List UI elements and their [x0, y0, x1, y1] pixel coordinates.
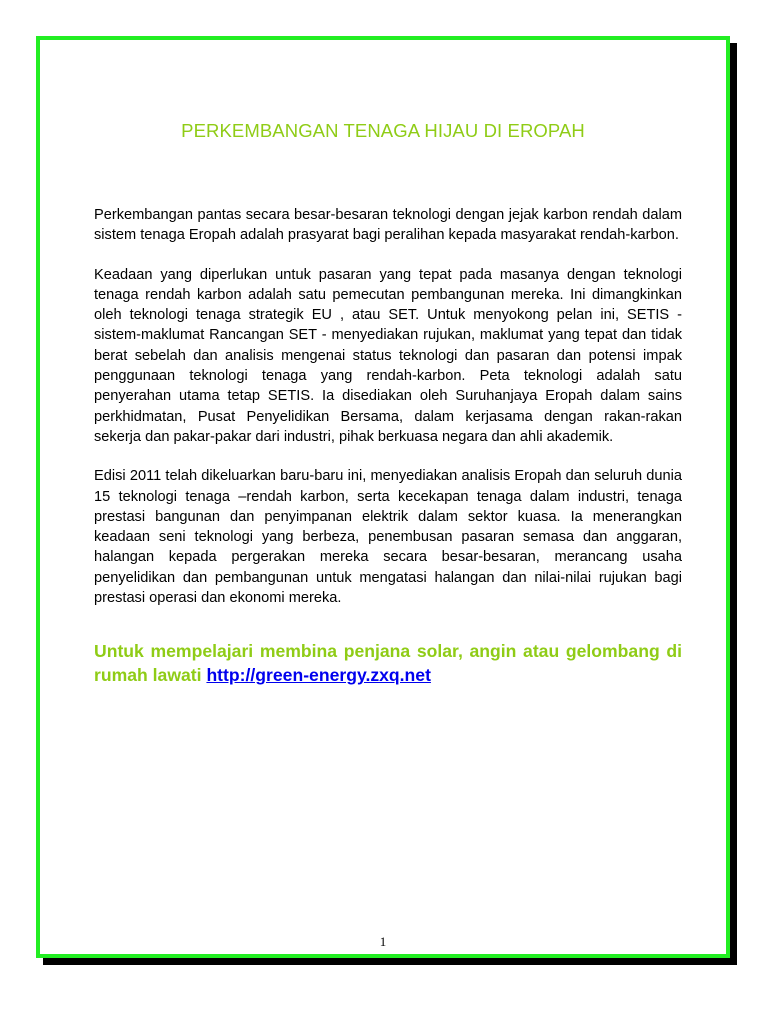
green-energy-link[interactable]: http://green-energy.zxq.net — [206, 665, 431, 686]
paragraph-setis: Keadaan yang diperlukan untuk pasaran yang tepat pada masanya dengan teknologi tenaga rendah karbon adalah satu pemecutan pembangunan mereka. Ini dimangkinkan oleh teknologi tenaga strategik EU , atau SET. Untuk menyokong pelan ini, SETIS - sistem-maklumat Rancangan SET - menyediakan rujukan, maklumat yang tepat dan tidak berat sebelah dan analisis mengenai status teknologi dan pasaran dan potensi impak penggunaan teknologi tenaga yang rendah-karbon. Peta teknologi adalah satu penyerahan utama tetap SETIS. Ia disediakan oleh Suruhanjaya Eropah dalam sains perkhidmatan, Pusat Penyelidikan Bersama, dalam kerjasama dengan rakan-rakan sekerja dan pakar-pakar dari industri, pihak berkuasa negara dan ahli akademik. — [94, 266, 682, 445]
paragraph-intro: Perkembangan pantas secara besar-besaran teknologi dengan jejak karbon rendah dalam sistem tenaga Eropah adalah prasyarat bagi peralihan kepada masyarakat rendah-karbon. — [94, 207, 682, 244]
page-number: 1 — [379, 934, 387, 949]
call-to-action — [94, 639, 682, 687]
page-frame — [36, 36, 730, 958]
cta-text: Untuk mempelajari membina penjana solar, angin atau gelombang di rumah lawati — [94, 641, 682, 686]
document-title: PERKEMBANGAN TENAGA HIJAU DI EROPAH — [181, 120, 585, 141]
paragraph-edition-2011: Edisi 2011 telah dikeluarkan baru-baru ini, menyediakan analisis Eropah dan seluruh dunia 15 teknologi tenaga –rendah karbon, serta kecekapan tenaga dalam industri, tenaga prestasi bangunan dan penyimpanan elektrik dalam sektor kuasa. Ia menerangkan keadaan seni teknologi yang berbeza, penembusan pasaran semasa dan anggaran, halangan kepada pergerakan mereka secara besar-besaran, merancang usaha penyelidikan dan pembangunan untuk mengatasi halangan dan nilai-nilai rujukan bagi prestasi operasi dan ekonomi mereka. — [94, 468, 682, 607]
document-body — [94, 205, 682, 687]
